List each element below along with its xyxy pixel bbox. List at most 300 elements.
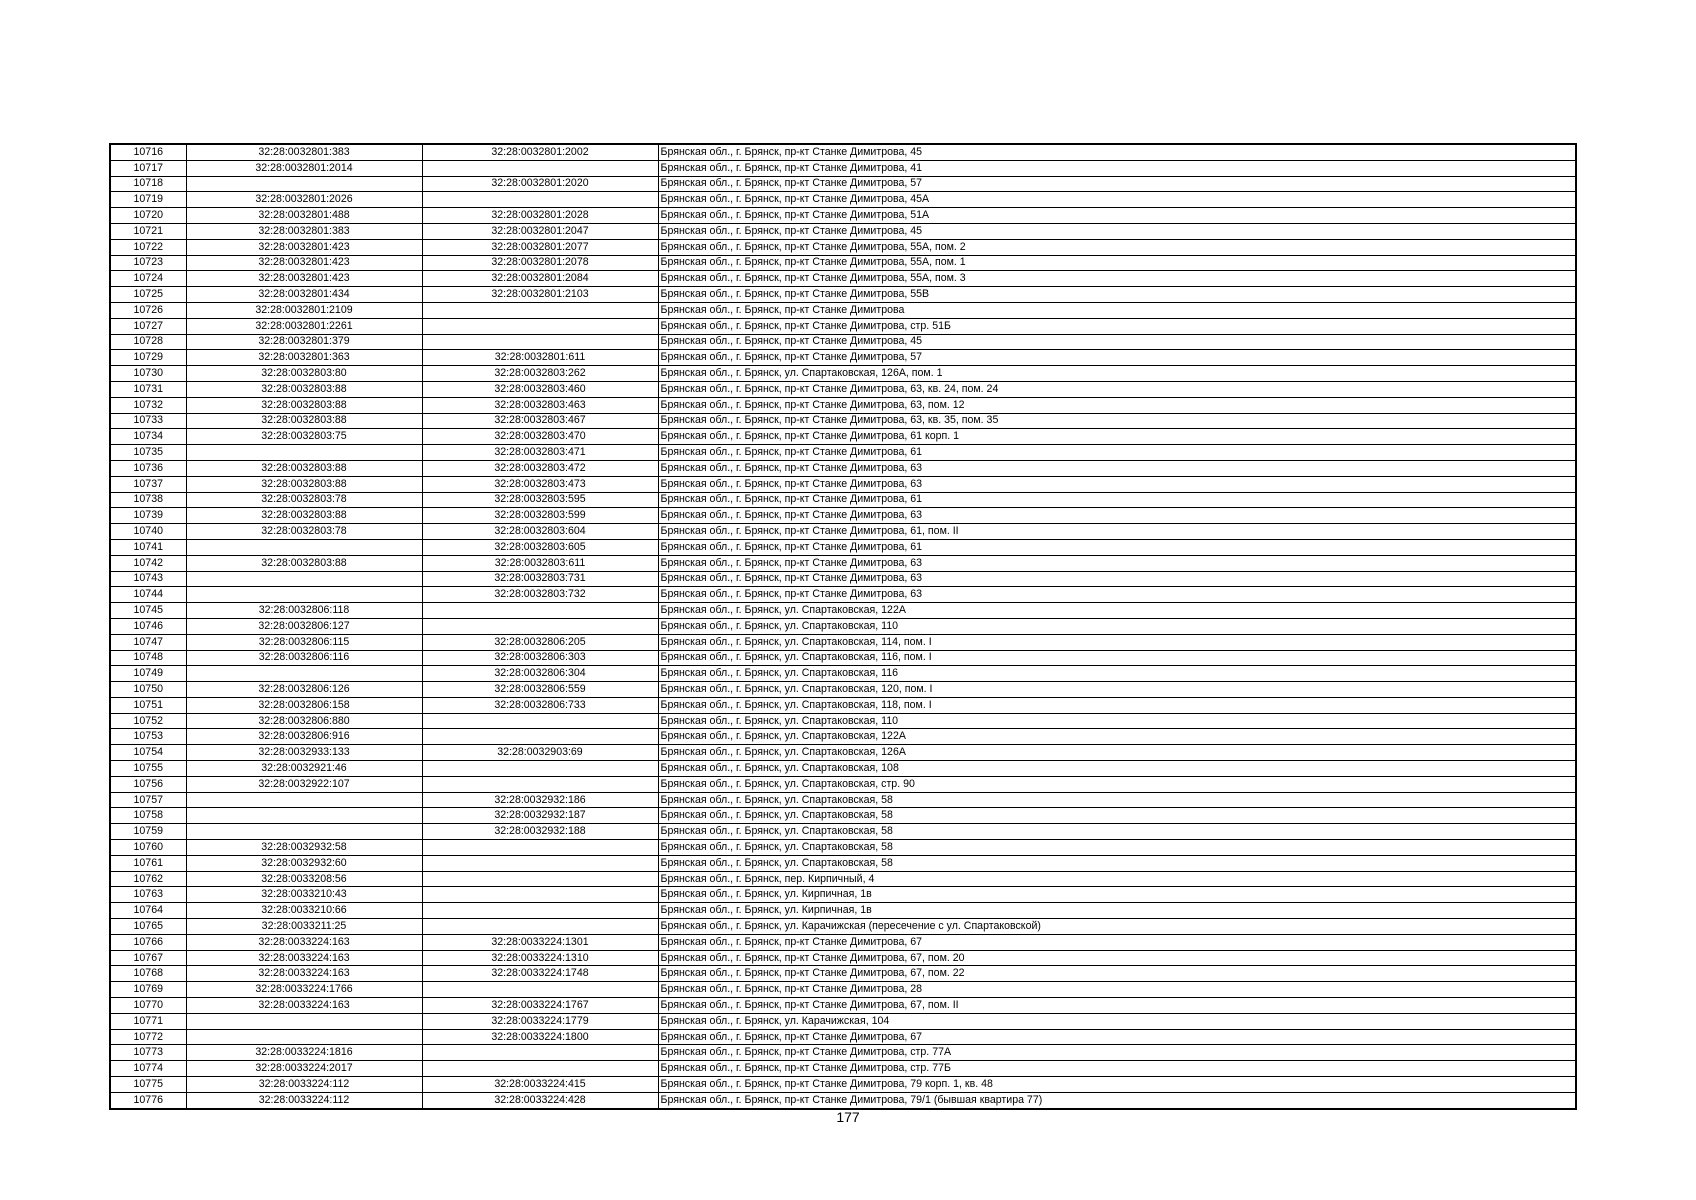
address-cell: Брянская обл., г. Брянск, пр-кт Станке Димитрова, 79/1 (бывшая квартира 77) [658,1092,1576,1108]
table-row [110,1092,1576,1108]
table-row [110,271,1576,287]
row-number-cell: 10770 [110,998,186,1014]
row-number-cell: 10739 [110,508,186,524]
table-row [110,761,1576,777]
table-row [110,571,1576,587]
land-plot-cadastral-number-cell: 32:28:0032803:88 [186,460,422,476]
address-cell: Брянская обл., г. Брянск, пр-кт Станке Димитрова, 55А, пом. 1 [658,255,1576,271]
land-plot-cadastral-number-cell [186,445,422,461]
row-number-cell: 10762 [110,871,186,887]
table-row [110,650,1576,666]
land-plot-cadastral-number-cell: 32:28:0033224:163 [186,950,422,966]
land-plot-cadastral-number-cell: 32:28:0032801:423 [186,255,422,271]
address-cell: Брянская обл., г. Брянск, пр-кт Станке Димитрова, 61, пом. II [658,524,1576,540]
object-cadastral-number-cell: 32:28:0032803:731 [422,571,658,587]
row-number-cell: 10738 [110,492,186,508]
object-cadastral-number-cell: 32:28:0032803:611 [422,555,658,571]
land-plot-cadastral-number-cell: 32:28:0032801:2014 [186,160,422,176]
table-row [110,413,1576,429]
object-cadastral-number-cell: 32:28:0032803:595 [422,492,658,508]
address-cell: Брянская обл., г. Брянск, пер. Кирпичный, 4 [658,871,1576,887]
table-row [110,808,1576,824]
table-row [110,998,1576,1014]
table-row [110,366,1576,382]
row-number-cell: 10732 [110,397,186,413]
address-cell: Брянская обл., г. Брянск, пр-кт Станке Димитрова, 79 корп. 1, кв. 48 [658,1077,1576,1093]
object-cadastral-number-cell: 32:28:0032803:262 [422,366,658,382]
object-cadastral-number-cell: 32:28:0032903:69 [422,745,658,761]
row-number-cell: 10774 [110,1061,186,1077]
object-cadastral-number-cell: 32:28:0033224:415 [422,1077,658,1093]
land-plot-cadastral-number-cell: 32:28:0032803:88 [186,381,422,397]
address-cell: Брянская обл., г. Брянск, ул. Спартаковская, 58 [658,792,1576,808]
land-plot-cadastral-number-cell: 32:28:0032921:46 [186,761,422,777]
table-row [110,1077,1576,1093]
table-row [110,302,1576,318]
row-number-cell: 10754 [110,745,186,761]
row-number-cell: 10758 [110,808,186,824]
table-row [110,318,1576,334]
land-plot-cadastral-number-cell [186,792,422,808]
address-cell: Брянская обл., г. Брянск, ул. Спартаковская, 126А, пом. 1 [658,366,1576,382]
table-row [110,492,1576,508]
land-plot-cadastral-number-cell: 32:28:0032801:379 [186,334,422,350]
object-cadastral-number-cell: 32:28:0032806:733 [422,697,658,713]
row-number-cell: 10735 [110,445,186,461]
land-plot-cadastral-number-cell: 32:28:0033224:163 [186,966,422,982]
land-plot-cadastral-number-cell: 32:28:0033224:1816 [186,1045,422,1061]
address-cell: Брянская обл., г. Брянск, ул. Спартаковская, 58 [658,824,1576,840]
row-number-cell: 10746 [110,618,186,634]
address-cell: Брянская обл., г. Брянск, пр-кт Станке Димитрова, 61 [658,445,1576,461]
land-plot-cadastral-number-cell: 32:28:0032806:127 [186,618,422,634]
land-plot-cadastral-number-cell: 32:28:0032801:488 [186,208,422,224]
object-cadastral-number-cell [422,855,658,871]
address-cell: Брянская обл., г. Брянск, ул. Кирпичная, 1в [658,887,1576,903]
address-cell: Брянская обл., г. Брянск, пр-кт Станке Димитрова, 63 [658,460,1576,476]
address-cell: Брянская обл., г. Брянск, ул. Спартаковская, стр. 90 [658,776,1576,792]
land-plot-cadastral-number-cell [186,1013,422,1029]
object-cadastral-number-cell [422,318,658,334]
land-plot-cadastral-number-cell [186,539,422,555]
row-number-cell: 10771 [110,1013,186,1029]
object-cadastral-number-cell: 32:28:0032803:473 [422,476,658,492]
row-number-cell: 10737 [110,476,186,492]
object-cadastral-number-cell [422,192,658,208]
object-cadastral-number-cell: 32:28:0032801:611 [422,350,658,366]
table-row [110,397,1576,413]
row-number-cell: 10736 [110,460,186,476]
row-number-cell: 10764 [110,903,186,919]
table-row [110,1045,1576,1061]
row-number-cell: 10731 [110,381,186,397]
address-cell: Брянская обл., г. Брянск, ул. Спартаковская, 116 [658,666,1576,682]
row-number-cell: 10743 [110,571,186,587]
table-row [110,524,1576,540]
land-plot-cadastral-number-cell: 32:28:0033211:25 [186,919,422,935]
address-cell: Брянская обл., г. Брянск, пр-кт Станке Димитрова, 63 [658,508,1576,524]
object-cadastral-number-cell: 32:28:0032803:460 [422,381,658,397]
address-cell: Брянская обл., г. Брянск, пр-кт Станке Димитрова, 28 [658,982,1576,998]
row-number-cell: 10722 [110,239,186,255]
object-cadastral-number-cell: 32:28:0032801:2103 [422,287,658,303]
address-cell: Брянская обл., г. Брянск, пр-кт Станке Димитрова, 63 [658,555,1576,571]
object-cadastral-number-cell [422,334,658,350]
land-plot-cadastral-number-cell: 32:28:0033224:2017 [186,1061,422,1077]
land-plot-cadastral-number-cell: 32:28:0033224:163 [186,998,422,1014]
row-number-cell: 10720 [110,208,186,224]
object-cadastral-number-cell [422,1061,658,1077]
land-plot-cadastral-number-cell: 32:28:0032806:126 [186,682,422,698]
table-row [110,618,1576,634]
address-cell: Брянская обл., г. Брянск, ул. Спартаковская, 122А [658,729,1576,745]
table-row [110,239,1576,255]
land-plot-cadastral-number-cell [186,808,422,824]
address-cell: Брянская обл., г. Брянск, пр-кт Станке Димитрова, стр. 77Б [658,1061,1576,1077]
table-row [110,824,1576,840]
table-row [110,208,1576,224]
land-plot-cadastral-number-cell: 32:28:0032803:88 [186,413,422,429]
address-cell: Брянская обл., г. Брянск, пр-кт Станке Димитрова [658,302,1576,318]
row-number-cell: 10719 [110,192,186,208]
address-cell: Брянская обл., г. Брянск, пр-кт Станке Димитрова, 67, пом. 20 [658,950,1576,966]
land-plot-cadastral-number-cell: 32:28:0032803:80 [186,366,422,382]
table-row [110,966,1576,982]
address-cell: Брянская обл., г. Брянск, ул. Спартаковская, 122А [658,603,1576,619]
row-number-cell: 10767 [110,950,186,966]
land-plot-cadastral-number-cell: 32:28:0032806:115 [186,634,422,650]
land-plot-cadastral-number-cell [186,571,422,587]
land-plot-cadastral-number-cell: 32:28:0032803:88 [186,397,422,413]
row-number-cell: 10752 [110,713,186,729]
row-number-cell: 10718 [110,176,186,192]
object-cadastral-number-cell [422,776,658,792]
table-row [110,587,1576,603]
table-row [110,919,1576,935]
land-plot-cadastral-number-cell: 32:28:0032806:116 [186,650,422,666]
address-cell: Брянская обл., г. Брянск, пр-кт Станке Димитрова, 41 [658,160,1576,176]
address-cell: Брянская обл., г. Брянск, ул. Спартаковская, 58 [658,808,1576,824]
object-cadastral-number-cell: 32:28:0032806:304 [422,666,658,682]
table-row [110,555,1576,571]
table-row [110,429,1576,445]
address-cell: Брянская обл., г. Брянск, ул. Спартаковская, 58 [658,855,1576,871]
row-number-cell: 10745 [110,603,186,619]
row-number-cell: 10766 [110,934,186,950]
address-cell: Брянская обл., г. Брянск, ул. Спартаковская, 58 [658,840,1576,856]
table-row [110,729,1576,745]
table-row [110,745,1576,761]
table-row [110,460,1576,476]
row-number-cell: 10723 [110,255,186,271]
table-row [110,160,1576,176]
object-cadastral-number-cell [422,1045,658,1061]
table-row [110,539,1576,555]
table-row [110,1061,1576,1077]
address-cell: Брянская обл., г. Брянск, пр-кт Станке Димитрова, стр. 77А [658,1045,1576,1061]
object-cadastral-number-cell: 32:28:0032801:2078 [422,255,658,271]
object-cadastral-number-cell: 32:28:0032801:2084 [422,271,658,287]
address-cell: Брянская обл., г. Брянск, пр-кт Станке Димитрова, 67 [658,1029,1576,1045]
land-plot-cadastral-number-cell: 32:28:0033224:112 [186,1092,422,1108]
land-plot-cadastral-number-cell: 32:28:0032806:880 [186,713,422,729]
object-cadastral-number-cell: 32:28:0032803:471 [422,445,658,461]
address-cell: Брянская обл., г. Брянск, пр-кт Станке Димитрова, 45 [658,223,1576,239]
object-cadastral-number-cell [422,903,658,919]
object-cadastral-number-cell: 32:28:0032803:467 [422,413,658,429]
table-row [110,176,1576,192]
land-plot-cadastral-number-cell: 32:28:0033210:66 [186,903,422,919]
address-cell: Брянская обл., г. Брянск, пр-кт Станке Димитрова, 55В [658,287,1576,303]
land-plot-cadastral-number-cell [186,587,422,603]
object-cadastral-number-cell [422,302,658,318]
address-cell: Брянская обл., г. Брянск, пр-кт Станке Димитрова, 61 [658,492,1576,508]
land-plot-cadastral-number-cell: 32:28:0032932:60 [186,855,422,871]
land-plot-cadastral-number-cell: 32:28:0032806:916 [186,729,422,745]
cadastral-register-table [109,143,1577,1110]
object-cadastral-number-cell [422,919,658,935]
table-row [110,476,1576,492]
object-cadastral-number-cell [422,603,658,619]
row-number-cell: 10763 [110,887,186,903]
table-row [110,792,1576,808]
table-row [110,144,1576,160]
table-row [110,1013,1576,1029]
address-cell: Брянская обл., г. Брянск, пр-кт Станке Димитрова, 63 [658,587,1576,603]
table-row [110,334,1576,350]
row-number-cell: 10760 [110,840,186,856]
address-cell: Брянская обл., г. Брянск, пр-кт Станке Димитрова, 55А, пом. 2 [658,239,1576,255]
address-cell: Брянская обл., г. Брянск, ул. Спартаковская, 116, пом. I [658,650,1576,666]
table-row [110,855,1576,871]
table-row [110,840,1576,856]
table-row [110,982,1576,998]
table-row [110,255,1576,271]
land-plot-cadastral-number-cell [186,824,422,840]
row-number-cell: 10734 [110,429,186,445]
object-cadastral-number-cell: 32:28:0032803:599 [422,508,658,524]
row-number-cell: 10749 [110,666,186,682]
land-plot-cadastral-number-cell: 32:28:0032922:107 [186,776,422,792]
table-row [110,634,1576,650]
table-row [110,871,1576,887]
address-cell: Брянская обл., г. Брянск, пр-кт Станке Димитрова, 57 [658,350,1576,366]
object-cadastral-number-cell [422,887,658,903]
land-plot-cadastral-number-cell: 32:28:0032933:133 [186,745,422,761]
address-cell: Брянская обл., г. Брянск, пр-кт Станке Димитрова, 63 [658,571,1576,587]
table-row [110,350,1576,366]
row-number-cell: 10773 [110,1045,186,1061]
address-cell: Брянская обл., г. Брянск, ул. Спартаковская, 126А [658,745,1576,761]
row-number-cell: 10721 [110,223,186,239]
address-cell: Брянская обл., г. Брянск, пр-кт Станке Димитрова, 63, кв. 35, пом. 35 [658,413,1576,429]
object-cadastral-number-cell: 32:28:0032801:2020 [422,176,658,192]
land-plot-cadastral-number-cell: 32:28:0032801:363 [186,350,422,366]
row-number-cell: 10728 [110,334,186,350]
table-row [110,603,1576,619]
address-cell: Брянская обл., г. Брянск, пр-кт Станке Димитрова, 63, пом. 12 [658,397,1576,413]
land-plot-cadastral-number-cell: 32:28:0032803:88 [186,555,422,571]
table-row [110,903,1576,919]
address-cell: Брянская обл., г. Брянск, пр-кт Станке Димитрова, 51А [658,208,1576,224]
table-row [110,666,1576,682]
table-row [110,697,1576,713]
address-cell: Брянская обл., г. Брянск, ул. Спартаковская, 108 [658,761,1576,777]
row-number-cell: 10776 [110,1092,186,1108]
object-cadastral-number-cell [422,840,658,856]
address-cell: Брянская обл., г. Брянск, пр-кт Станке Димитрова, 55А, пом. 3 [658,271,1576,287]
address-cell: Брянская обл., г. Брянск, пр-кт Станке Димитрова, стр. 51Б [658,318,1576,334]
row-number-cell: 10772 [110,1029,186,1045]
address-cell: Брянская обл., г. Брянск, ул. Карачижская (пересечение с ул. Спартаковской) [658,919,1576,935]
object-cadastral-number-cell: 32:28:0032801:2047 [422,223,658,239]
land-plot-cadastral-number-cell: 32:28:0032803:88 [186,508,422,524]
table-row [110,381,1576,397]
address-cell: Брянская обл., г. Брянск, пр-кт Станке Димитрова, 61 корп. 1 [658,429,1576,445]
table-row [110,776,1576,792]
table-row [110,445,1576,461]
land-plot-cadastral-number-cell: 32:28:0032803:78 [186,524,422,540]
row-number-cell: 10741 [110,539,186,555]
land-plot-cadastral-number-cell: 32:28:0032803:88 [186,476,422,492]
row-number-cell: 10775 [110,1077,186,1093]
object-cadastral-number-cell: 32:28:0032932:187 [422,808,658,824]
row-number-cell: 10726 [110,302,186,318]
row-number-cell: 10748 [110,650,186,666]
land-plot-cadastral-number-cell: 32:28:0032806:118 [186,603,422,619]
land-plot-cadastral-number-cell: 32:28:0032801:2026 [186,192,422,208]
row-number-cell: 10742 [110,555,186,571]
land-plot-cadastral-number-cell: 32:28:0033224:1766 [186,982,422,998]
object-cadastral-number-cell: 32:28:0033224:1779 [422,1013,658,1029]
object-cadastral-number-cell: 32:28:0033224:1767 [422,998,658,1014]
land-plot-cadastral-number-cell: 32:28:0032801:2109 [186,302,422,318]
address-cell: Брянская обл., г. Брянск, ул. Кирпичная, 1в [658,903,1576,919]
land-plot-cadastral-number-cell [186,666,422,682]
object-cadastral-number-cell: 32:28:0032803:604 [422,524,658,540]
address-cell: Брянская обл., г. Брянск, пр-кт Станке Димитрова, 45 [658,144,1576,160]
object-cadastral-number-cell [422,618,658,634]
land-plot-cadastral-number-cell [186,1029,422,1045]
row-number-cell: 10759 [110,824,186,840]
table-row [110,192,1576,208]
row-number-cell: 10756 [110,776,186,792]
row-number-cell: 10717 [110,160,186,176]
table-row [110,223,1576,239]
land-plot-cadastral-number-cell [186,176,422,192]
land-plot-cadastral-number-cell: 32:28:0033224:163 [186,934,422,950]
land-plot-cadastral-number-cell: 32:28:0032801:2261 [186,318,422,334]
row-number-cell: 10747 [110,634,186,650]
address-cell: Брянская обл., г. Брянск, ул. Спартаковская, 118, пом. I [658,697,1576,713]
row-number-cell: 10733 [110,413,186,429]
row-number-cell: 10753 [110,729,186,745]
address-cell: Брянская обл., г. Брянск, пр-кт Станке Димитрова, 61 [658,539,1576,555]
land-plot-cadastral-number-cell: 32:28:0033208:56 [186,871,422,887]
land-plot-cadastral-number-cell: 32:28:0032801:423 [186,239,422,255]
address-cell: Брянская обл., г. Брянск, ул. Спартаковская, 110 [658,618,1576,634]
object-cadastral-number-cell: 32:28:0033224:428 [422,1092,658,1108]
row-number-cell: 10768 [110,966,186,982]
object-cadastral-number-cell [422,871,658,887]
address-cell: Брянская обл., г. Брянск, пр-кт Станке Димитрова, 63 [658,476,1576,492]
table-row [110,508,1576,524]
row-number-cell: 10765 [110,919,186,935]
row-number-cell: 10725 [110,287,186,303]
land-plot-cadastral-number-cell: 32:28:0033224:112 [186,1077,422,1093]
land-plot-cadastral-number-cell: 32:28:0032801:383 [186,223,422,239]
land-plot-cadastral-number-cell: 32:28:0032806:158 [186,697,422,713]
object-cadastral-number-cell: 32:28:0032806:559 [422,682,658,698]
address-cell: Брянская обл., г. Брянск, ул. Спартаковская, 120, пом. I [658,682,1576,698]
object-cadastral-number-cell: 32:28:0032932:188 [422,824,658,840]
address-cell: Брянская обл., г. Брянск, пр-кт Станке Димитрова, 67, пом. II [658,998,1576,1014]
table-row [110,950,1576,966]
address-cell: Брянская обл., г. Брянск, пр-кт Станке Димитрова, 67 [658,934,1576,950]
row-number-cell: 10744 [110,587,186,603]
object-cadastral-number-cell: 32:28:0032803:472 [422,460,658,476]
row-number-cell: 10724 [110,271,186,287]
address-cell: Брянская обл., г. Брянск, ул. Спартаковская, 110 [658,713,1576,729]
address-cell: Брянская обл., г. Брянск, пр-кт Станке Димитрова, 45А [658,192,1576,208]
object-cadastral-number-cell: 32:28:0032801:2028 [422,208,658,224]
address-cell: Брянская обл., г. Брянск, пр-кт Станке Димитрова, 45 [658,334,1576,350]
object-cadastral-number-cell [422,761,658,777]
object-cadastral-number-cell: 32:28:0032803:470 [422,429,658,445]
object-cadastral-number-cell: 32:28:0032932:186 [422,792,658,808]
address-cell: Брянская обл., г. Брянск, ул. Спартаковская, 114, пом. I [658,634,1576,650]
row-number-cell: 10716 [110,144,186,160]
row-number-cell: 10769 [110,982,186,998]
row-number-cell: 10755 [110,761,186,777]
object-cadastral-number-cell [422,729,658,745]
land-plot-cadastral-number-cell: 32:28:0032803:75 [186,429,422,445]
address-cell: Брянская обл., г. Брянск, пр-кт Станке Димитрова, 63, кв. 24, пом. 24 [658,381,1576,397]
address-cell: Брянская обл., г. Брянск, пр-кт Станке Димитрова, 57 [658,176,1576,192]
land-plot-cadastral-number-cell: 32:28:0032801:423 [186,271,422,287]
row-number-cell: 10729 [110,350,186,366]
object-cadastral-number-cell: 32:28:0032806:303 [422,650,658,666]
object-cadastral-number-cell: 32:28:0032803:732 [422,587,658,603]
land-plot-cadastral-number-cell: 32:28:0032801:383 [186,144,422,160]
table-row [110,887,1576,903]
land-plot-cadastral-number-cell: 32:28:0032803:78 [186,492,422,508]
page-number: 177 [836,1109,860,1125]
row-number-cell: 10750 [110,682,186,698]
land-plot-cadastral-number-cell: 32:28:0033210:43 [186,887,422,903]
row-number-cell: 10757 [110,792,186,808]
row-number-cell: 10751 [110,697,186,713]
object-cadastral-number-cell: 32:28:0033224:1748 [422,966,658,982]
register-table-body [110,144,1576,1109]
object-cadastral-number-cell [422,713,658,729]
table-row [110,682,1576,698]
land-plot-cadastral-number-cell: 32:28:0032932:58 [186,840,422,856]
object-cadastral-number-cell: 32:28:0032803:463 [422,397,658,413]
object-cadastral-number-cell: 32:28:0033224:1301 [422,934,658,950]
object-cadastral-number-cell: 32:28:0032803:605 [422,539,658,555]
object-cadastral-number-cell [422,982,658,998]
table-row [110,1029,1576,1045]
row-number-cell: 10761 [110,855,186,871]
table-row [110,934,1576,950]
address-cell: Брянская обл., г. Брянск, ул. Карачижская, 104 [658,1013,1576,1029]
row-number-cell: 10730 [110,366,186,382]
object-cadastral-number-cell: 32:28:0033224:1310 [422,950,658,966]
row-number-cell: 10727 [110,318,186,334]
row-number-cell: 10740 [110,524,186,540]
object-cadastral-number-cell [422,160,658,176]
